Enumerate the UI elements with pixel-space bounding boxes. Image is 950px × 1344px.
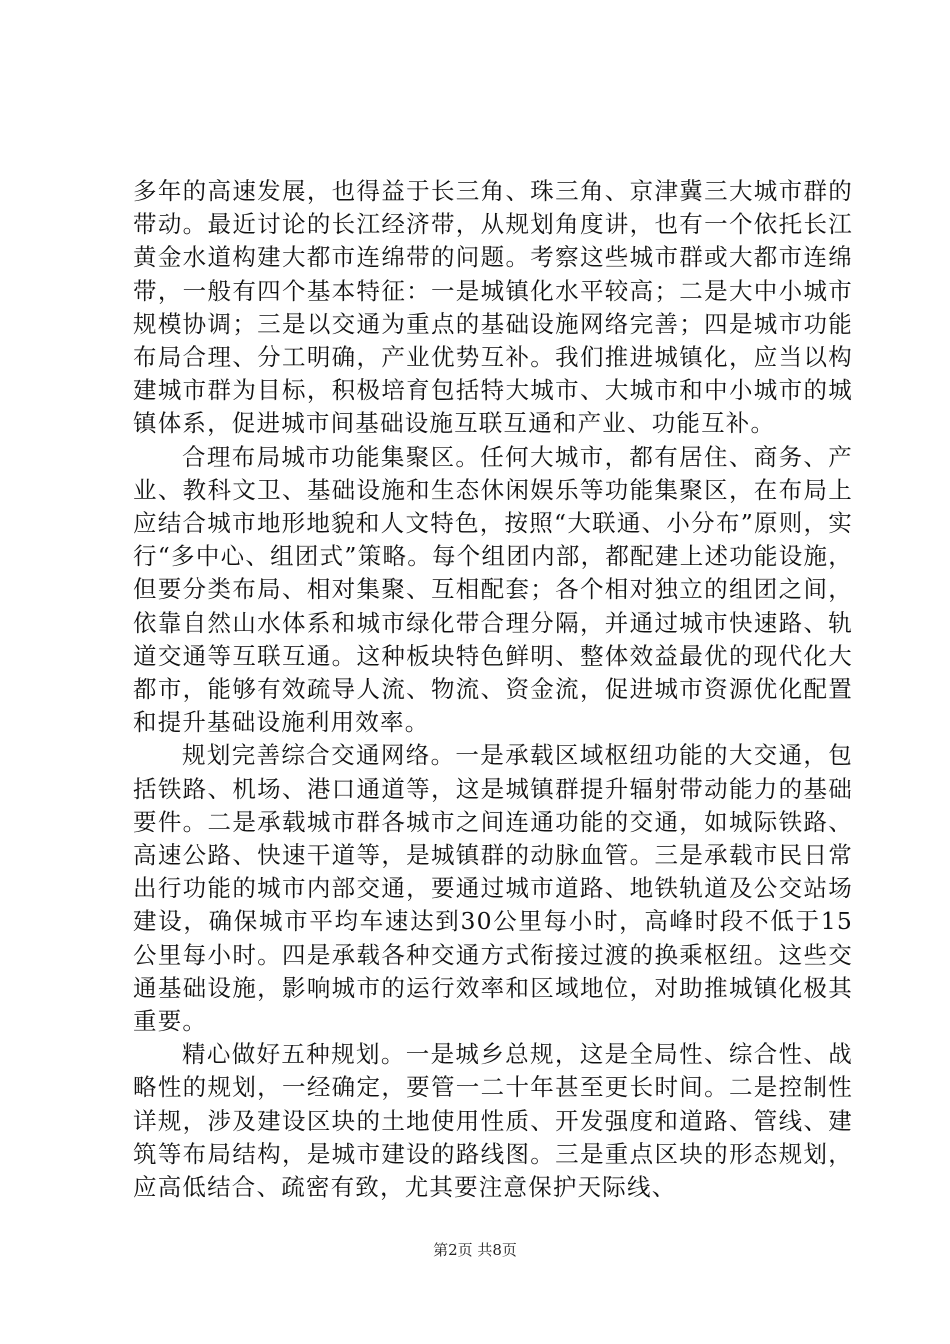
paragraph-3: 规划完善综合交通网络。一是承载区域枢纽功能的大交通，包括铁路、机场、港口通道等，这是城镇群提升辐射带动能力的基础要件。二是承载城市群各城市之间连通功能的交通，如城际铁路、高速公路、快速干道等，是城镇群的动脉血管。三是承载市民日常出行功能的城市内部交通，要通过城市道路、地铁轨道及公交站场建设，确保城市平均车速达到30公里每小时，高峰时段不低于15公里每小时。四是承载各种交通方式衔接过渡的换乘枢纽。这些交通基础设施，影响城市的运行效率和区域地位，对助推城镇化极其重要。 (133, 741, 853, 1036)
document-body (133, 175, 853, 1204)
paragraph-2: 合理布局城市功能集聚区。任何大城市，都有居住、商务、产业、教科文卫、基础设施和生态休闲娱乐等功能集聚区，在布局上应结合城市地形地貌和人文特色，按照“大联通、小分布”原则，实行“多中心、组团式”策略。每个组团内部，都配建上述功能设施，但要分类布局、相对集聚、互相配套；各个相对独立的组团之间，依靠自然山水体系和城市绿化带合理分隔，并通过城市快速路、轨道交通等互联互通。这种板块特色鲜明、整体效益最优的现代化大都市，能够有效疏导人流、物流、资金流，促进城市资源优化配置和提升基础设施利用效率。 (133, 442, 853, 737)
paragraph-1: 多年的高速发展，也得益于长三角、珠三角、京津冀三大城市群的带动。最近讨论的长江经济带，从规划角度讲，也有一个依托长江黄金水道构建大都市连绵带的问题。考察这些城市群或大都市连绵带，一般有四个基本特征：一是城镇化水平较高；二是大中小城市规模协调；三是以交通为重点的基础设施网络完善；四是城市功能布局合理、分工明确，产业优势互补。我们推进城镇化，应当以构建城市群为目标，积极培育包括特大城市、大城市和中小城市的城镇体系，促进城市间基础设施互联互通和产业、功能互补。 (133, 177, 853, 438)
page-number-footer: 第2页 共8页 (433, 1241, 517, 1259)
paragraph-4: 精心做好五种规划。一是城乡总规，这是全局性、综合性、战略性的规划，一经确定，要管一二十年甚至更长时间。二是控制性详规，涉及建设区块的土地使用性质、开发强度和道路、管线、建筑等布局结构，是城市建设的路线图。三是重点区块的形态规划，应高低结合、疏密有致，尤其要注意保护天际线、 (133, 1040, 853, 1202)
